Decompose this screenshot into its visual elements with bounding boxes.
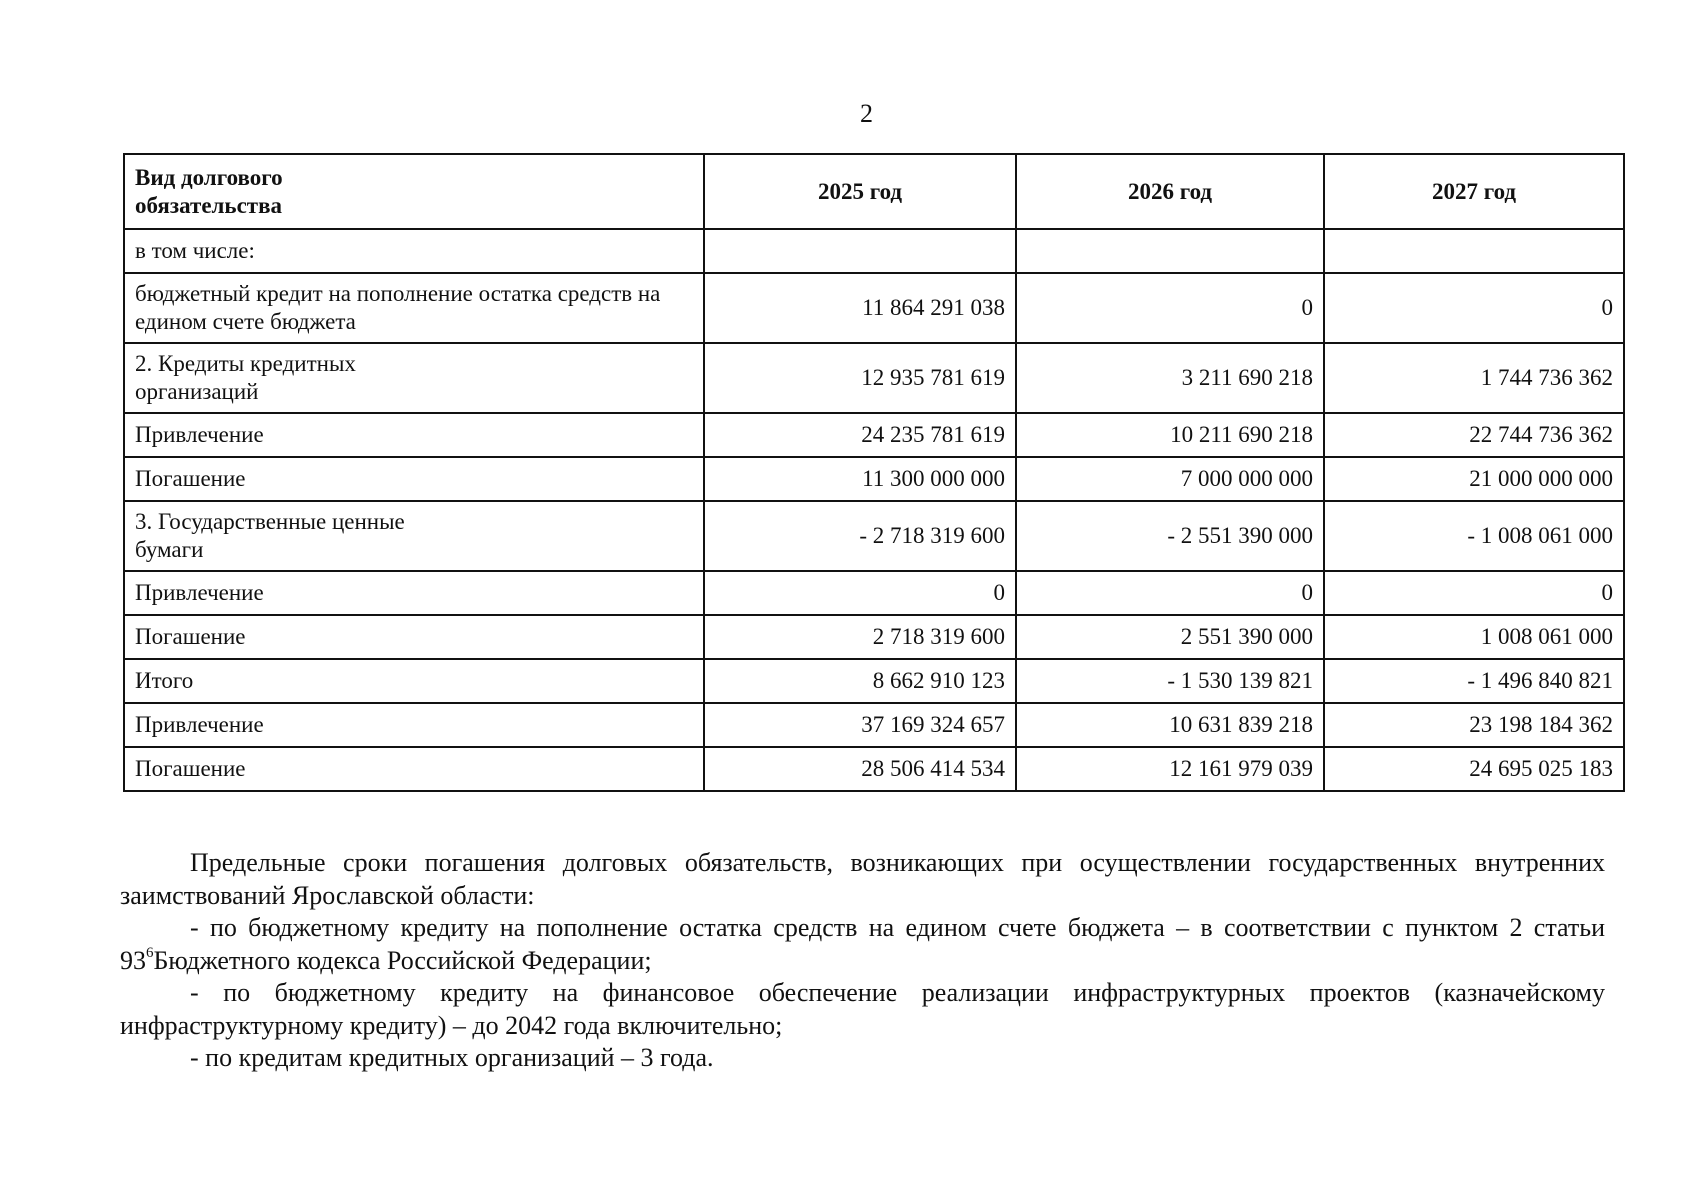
row-label	[124, 615, 704, 659]
value-cell-2025: 8 662 910 123	[704, 659, 1016, 703]
row-label	[124, 273, 704, 343]
row-label-line: Погашение	[135, 466, 246, 491]
value-cell-2027: 1 008 061 000	[1324, 615, 1624, 659]
table-row	[124, 457, 1624, 501]
value-cell-2026: 3 211 690 218	[1016, 343, 1324, 413]
row-label	[124, 501, 704, 571]
debt-table	[123, 153, 1625, 792]
row-label	[124, 413, 704, 457]
item-budget-credit-text: - по бюджетному кредиту на пополнение остатка средств на едином счете бюджета – в соответствии с пунктом 2 статьи 93	[120, 913, 1605, 975]
header-debt-type-line-2: обязательства	[135, 192, 283, 218]
value-cell-2025	[704, 229, 1016, 273]
value-cell-2025: - 2 718 319 600	[704, 501, 1016, 571]
header-2026: 2026 год	[1016, 154, 1324, 229]
row-label	[124, 229, 704, 273]
table-row	[124, 747, 1624, 791]
row-label-line: Итого	[135, 668, 194, 693]
table-row	[124, 615, 1624, 659]
value-cell-2026: 10 211 690 218	[1016, 413, 1324, 457]
header-2027: 2027 год	[1324, 154, 1624, 229]
value-cell-2027: 1 744 736 362	[1324, 343, 1624, 413]
table-body	[124, 229, 1624, 791]
value-cell-2026: - 1 530 139 821	[1016, 659, 1324, 703]
value-cell-2026: 2 551 390 000	[1016, 615, 1324, 659]
row-label	[124, 457, 704, 501]
article-superscript: 6	[146, 944, 154, 961]
value-cell-2026: 10 631 839 218	[1016, 703, 1324, 747]
value-cell-2027: 0	[1324, 571, 1624, 615]
table-row	[124, 501, 1624, 571]
value-cell-2026	[1016, 229, 1324, 273]
value-cell-2027: 24 695 025 183	[1324, 747, 1624, 791]
paragraph-item-infrastructure-credit: - по бюджетному кредиту на финансовое обеспечение реализации инфраструктурных проектов (казначейскому инфраструктурному кредиту) – до 2042 года включительно;	[120, 978, 1605, 1040]
row-label	[124, 343, 704, 413]
value-cell-2027: - 1 008 061 000	[1324, 501, 1624, 571]
value-cell-2026: 12 161 979 039	[1016, 747, 1324, 791]
table-row	[124, 413, 1624, 457]
row-label-line: 3. Государственные ценные	[135, 509, 405, 534]
value-cell-2025: 28 506 414 534	[704, 747, 1016, 791]
value-cell-2025: 11 300 000 000	[704, 457, 1016, 501]
value-cell-2026: 0	[1016, 571, 1324, 615]
header-debt-type-line-1: Вид долгового	[135, 164, 283, 190]
table-row	[124, 571, 1624, 615]
value-cell-2025: 11 864 291 038	[704, 273, 1016, 343]
row-label-line: бумаги	[135, 537, 204, 562]
value-cell-2025: 0	[704, 571, 1016, 615]
value-cell-2025: 24 235 781 619	[704, 413, 1016, 457]
row-label-line: Привлечение	[135, 580, 264, 605]
table-row	[124, 343, 1624, 413]
row-label-line: в том числе:	[135, 238, 255, 263]
row-label-line: Погашение	[135, 624, 246, 649]
row-label-line: Погашение	[135, 756, 246, 781]
row-label-line: Привлечение	[135, 422, 264, 447]
value-cell-2027: 22 744 736 362	[1324, 413, 1624, 457]
table-row	[124, 229, 1624, 273]
row-label	[124, 703, 704, 747]
table-row	[124, 659, 1624, 703]
paragraph-item-budget-credit	[120, 912, 1605, 977]
row-label	[124, 659, 704, 703]
paragraph-item-bank-credits: - по кредитам кредитных организаций – 3 года.	[190, 1043, 714, 1072]
row-label-line: 2. Кредиты кредитных	[135, 351, 356, 376]
header-2025: 2025 год	[704, 154, 1016, 229]
table-header-row	[124, 154, 1624, 229]
table-row	[124, 273, 1624, 343]
value-cell-2025: 2 718 319 600	[704, 615, 1016, 659]
table-row	[124, 703, 1624, 747]
value-cell-2026: 0	[1016, 273, 1324, 343]
item-budget-credit-text-end: Бюджетного кодекса Российской Федерации;	[153, 945, 652, 975]
value-cell-2025: 37 169 324 657	[704, 703, 1016, 747]
row-label-line: бюджетный кредит на пополнение остатка средств на	[135, 281, 661, 306]
page-number: 2	[860, 99, 873, 128]
value-cell-2027: - 1 496 840 821	[1324, 659, 1624, 703]
value-cell-2027: 23 198 184 362	[1324, 703, 1624, 747]
deadlines-text	[120, 847, 1605, 1075]
row-label	[124, 747, 704, 791]
row-label-line: едином счете бюджета	[135, 309, 356, 334]
paragraph-intro: Предельные сроки погашения долговых обязательств, возникающих при осуществлении государственных внутренних заимствований Ярославской области:	[120, 848, 1605, 910]
value-cell-2026: 7 000 000 000	[1016, 457, 1324, 501]
row-label-line: организаций	[135, 379, 259, 404]
value-cell-2027	[1324, 229, 1624, 273]
value-cell-2026: - 2 551 390 000	[1016, 501, 1324, 571]
header-debt-type	[124, 154, 704, 229]
value-cell-2025: 12 935 781 619	[704, 343, 1016, 413]
value-cell-2027: 21 000 000 000	[1324, 457, 1624, 501]
row-label-line: Привлечение	[135, 712, 264, 737]
row-label	[124, 571, 704, 615]
value-cell-2027: 0	[1324, 273, 1624, 343]
